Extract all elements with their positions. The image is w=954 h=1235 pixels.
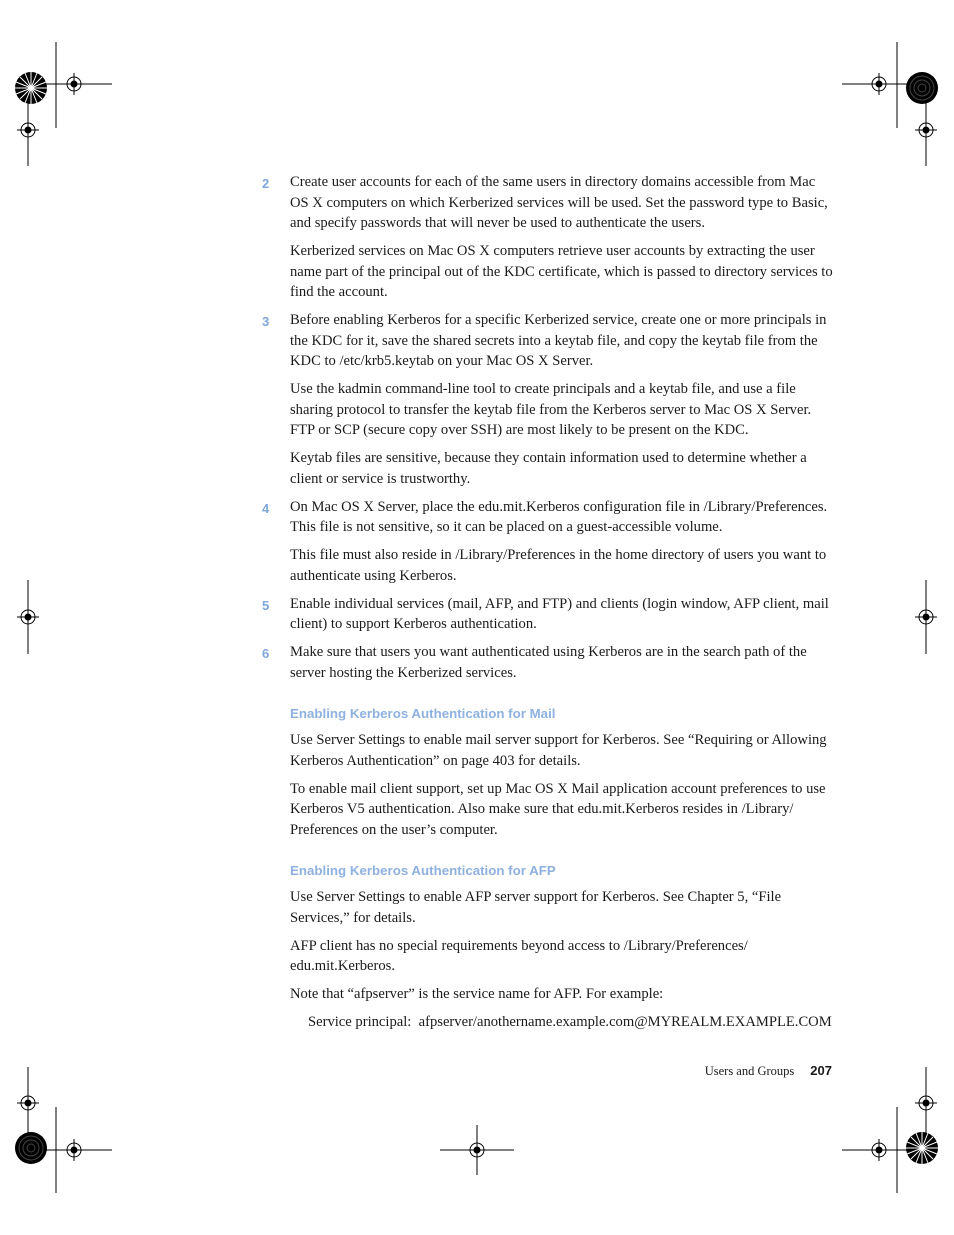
example-line (308, 1012, 835, 1033)
step-3 (262, 310, 835, 372)
step-2 (262, 172, 835, 234)
step-number: 3 (262, 314, 270, 329)
step-note: This file must also reside in /Library/Preferences in the home directory of users you want to authenticate using Kerberos. (290, 547, 827, 584)
calibration-wheel (906, 1132, 938, 1164)
paragraph: Use Server Settings to enable AFP server support for Kerberos. See Chapter 5, “File Services,” for details. (290, 889, 782, 926)
section-heading-afp: Enabling Kerberos Authentication for AFP (290, 863, 556, 878)
main-content (262, 172, 835, 1033)
paragraph: Use Server Settings to enable mail server support for Kerberos. See “Requiring or Allowing Kerberos Authentication” on page 403 for details. (290, 732, 827, 769)
step-note: Keytab files are sensitive, because they contain information used to determine whether a client or service is trustworthy. (290, 450, 807, 487)
page-number: 207 (810, 1063, 832, 1078)
example-value: afpserver/anothername.example.com@MYREALM.EXAMPLE.COM (418, 1014, 832, 1030)
paragraph: AFP client has no special requirements beyond access to /Library/Preferences/ edu.mit.Kerberos. (290, 937, 748, 974)
step-number: 2 (262, 176, 270, 191)
page-footer (705, 1063, 832, 1079)
calibration-wheel (15, 1132, 47, 1164)
section-heading-mail: Enabling Kerberos Authentication for Mail (290, 706, 556, 721)
step-5 (262, 594, 835, 635)
step-number: 5 (262, 597, 270, 613)
step-note: Kerberized services on Mac OS X computers retrieve user accounts by extracting the user name part of the principal out of the KDC certificate, which is passed to directory services to find the account. (290, 243, 833, 300)
example-label: Service principal: (308, 1014, 412, 1030)
step-6 (262, 642, 835, 683)
footer-section-title: Users and Groups (704, 1064, 795, 1078)
calibration-wheel (906, 72, 938, 104)
step-text: Before enabling Kerberos for a specific Kerberized service, create one or more principals in the KDC for it, save the shared secrets into a keytab file, and copy the keytab file from the KDC to /etc/krb5.keytab on your Mac OS X Server. (290, 312, 827, 369)
step-text: On Mac OS X Server, place the edu.mit.Kerberos configuration file in /Library/Preferences. This file is not sensitive, so it can be placed on a guest-accessible volume. (290, 498, 828, 535)
step-note: Use the kadmin command-line tool to create principals and a keytab file, and use a file sharing protocol to transfer the keytab file from the Kerberos server to Mac OS X Server. FTP or SCP (secure copy over SSH) are most likely to be present on the KDC. (290, 381, 812, 438)
step-4 (262, 497, 835, 538)
step-text: Create user accounts for each of the same users in directory domains accessible from Mac OS X computers on which Kerberized services will be used. Set the password type to Basic, and specify passwords that will never be used to authenticate the users. (290, 174, 828, 231)
step-text: Make sure that users you want authenticated using Kerberos are in the search path of the server hosting the Kerberized services. (290, 644, 807, 681)
paragraph: To enable mail client support, set up Mac OS X Mail application account preferences to use Kerberos V5 authentication. Also make sure that edu.mit.Kerberos resides in /Library/ Preferences on the user’s computer. (290, 780, 826, 838)
step-text: Enable individual services (mail, AFP, and FTP) and clients (login window, AFP client, mail client) to support Kerberos authentication. (290, 595, 829, 632)
step-number: 4 (262, 500, 270, 516)
paragraph: Note that “afpserver” is the service name for AFP. For example: (290, 986, 664, 1002)
step-number: 6 (262, 646, 270, 661)
calibration-wheel (15, 72, 47, 104)
